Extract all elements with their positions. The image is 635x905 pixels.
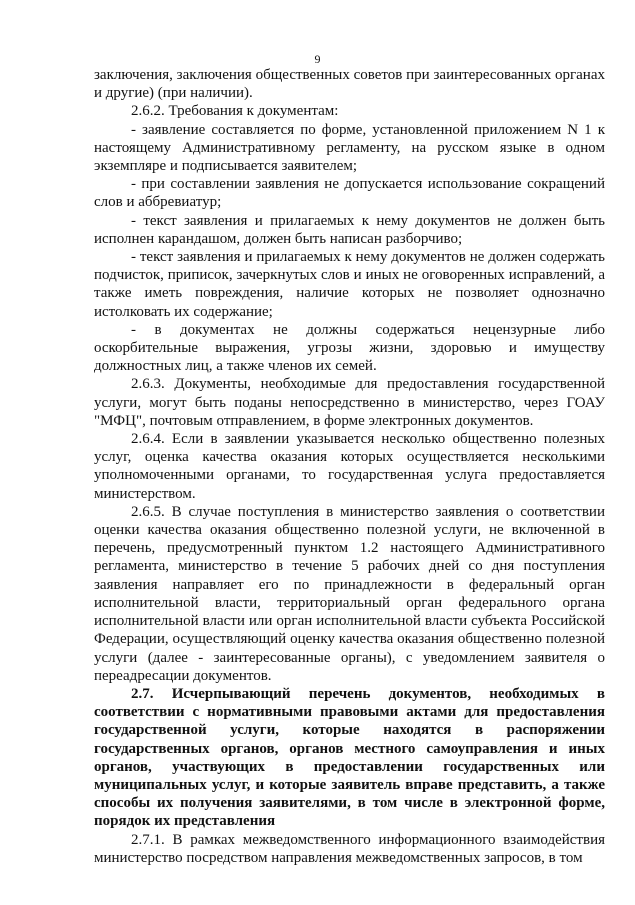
paragraph: - при составлении заявления не допускается использование сокращений слов и аббревиатур; bbox=[94, 176, 605, 211]
page-number: 9 bbox=[314, 52, 321, 66]
paragraph: 2.6.5. В случае поступления в министерство заявления о соответствии оценки качества оказания общественно полезной услуги, не включенной в перечень, предусмотренный пунктом 1.2 настоящего Административного регламента, министерство в течение 5 рабочих дней со дня поступления заявления направляет его по принадлежности в федеральный орган исполнительной власти, территориальный орган федерального органа исполнительной власти или орган исполнительной власти субъекта Российской Федерации, осуществляющий оценку качества оказания общественно полезной услуги (далее - заинтересованные органы), с уведомлением заявителя о переадресации документов. bbox=[94, 503, 605, 684]
paragraph: - текст заявления и прилагаемых к нему документов не должен содержать подчисток, приписок, зачеркнутых слов и иных не оговоренных исправлений, а также иметь повреждения, наличие которых не позволяет однозначно истолковать их содержание; bbox=[94, 249, 605, 320]
paragraph: 2.6.2. Требования к документам: bbox=[131, 103, 339, 120]
paragraph: - заявление составляется по форме, установленной приложением N 1 к настоящему Административному регламенту, на русском языке в одном экземпляре и подписывается заявителем; bbox=[94, 121, 605, 175]
section-heading: 2.7. Исчерпывающий перечень документов, необходимых в соответствии с нормативными правовыми актами для предоставления государственной услуги, которые находятся в распоряжении государственных органов, органов местного самоуправления и иных органов, участвующих в предоставлении государственных или муниципальных услуг, и которые заявитель вправе представить, а также способы их получения заявителями, в том числе в электронной форме, порядок их представления bbox=[94, 685, 605, 830]
paragraph: 2.6.4. Если в заявлении указывается несколько общественно полезных услуг, оценка качества оказания которых осуществляется несколькими уполномоченными органами, то государственная услуга предоставляется министерством. bbox=[94, 431, 605, 502]
paragraph: - текст заявления и прилагаемых к нему документов не должен быть исполнен карандашом, должен быть написан разборчиво; bbox=[94, 212, 605, 247]
document-body bbox=[94, 52, 605, 867]
paragraph: 2.6.3. Документы, необходимые для предоставления государственной услуги, могут быть поданы непосредственно в министерство, через ГОАУ "МФЦ", почтовым отправлением, в форме электронных документов. bbox=[94, 376, 605, 429]
paragraph: 2.7.1. В рамках межведомственного информационного взаимодействия министерство посредством направления межведомственных запросов, в том bbox=[94, 831, 605, 866]
paragraph: заключения, заключения общественных советов при заинтересованных органах и другие) (при наличии). bbox=[94, 67, 605, 102]
paragraph: - в документах не должны содержаться нецензурные либо оскорбительные выражения, угрозы жизни, здоровью и имуществу должностных лиц, а также членов их семей. bbox=[94, 321, 605, 375]
